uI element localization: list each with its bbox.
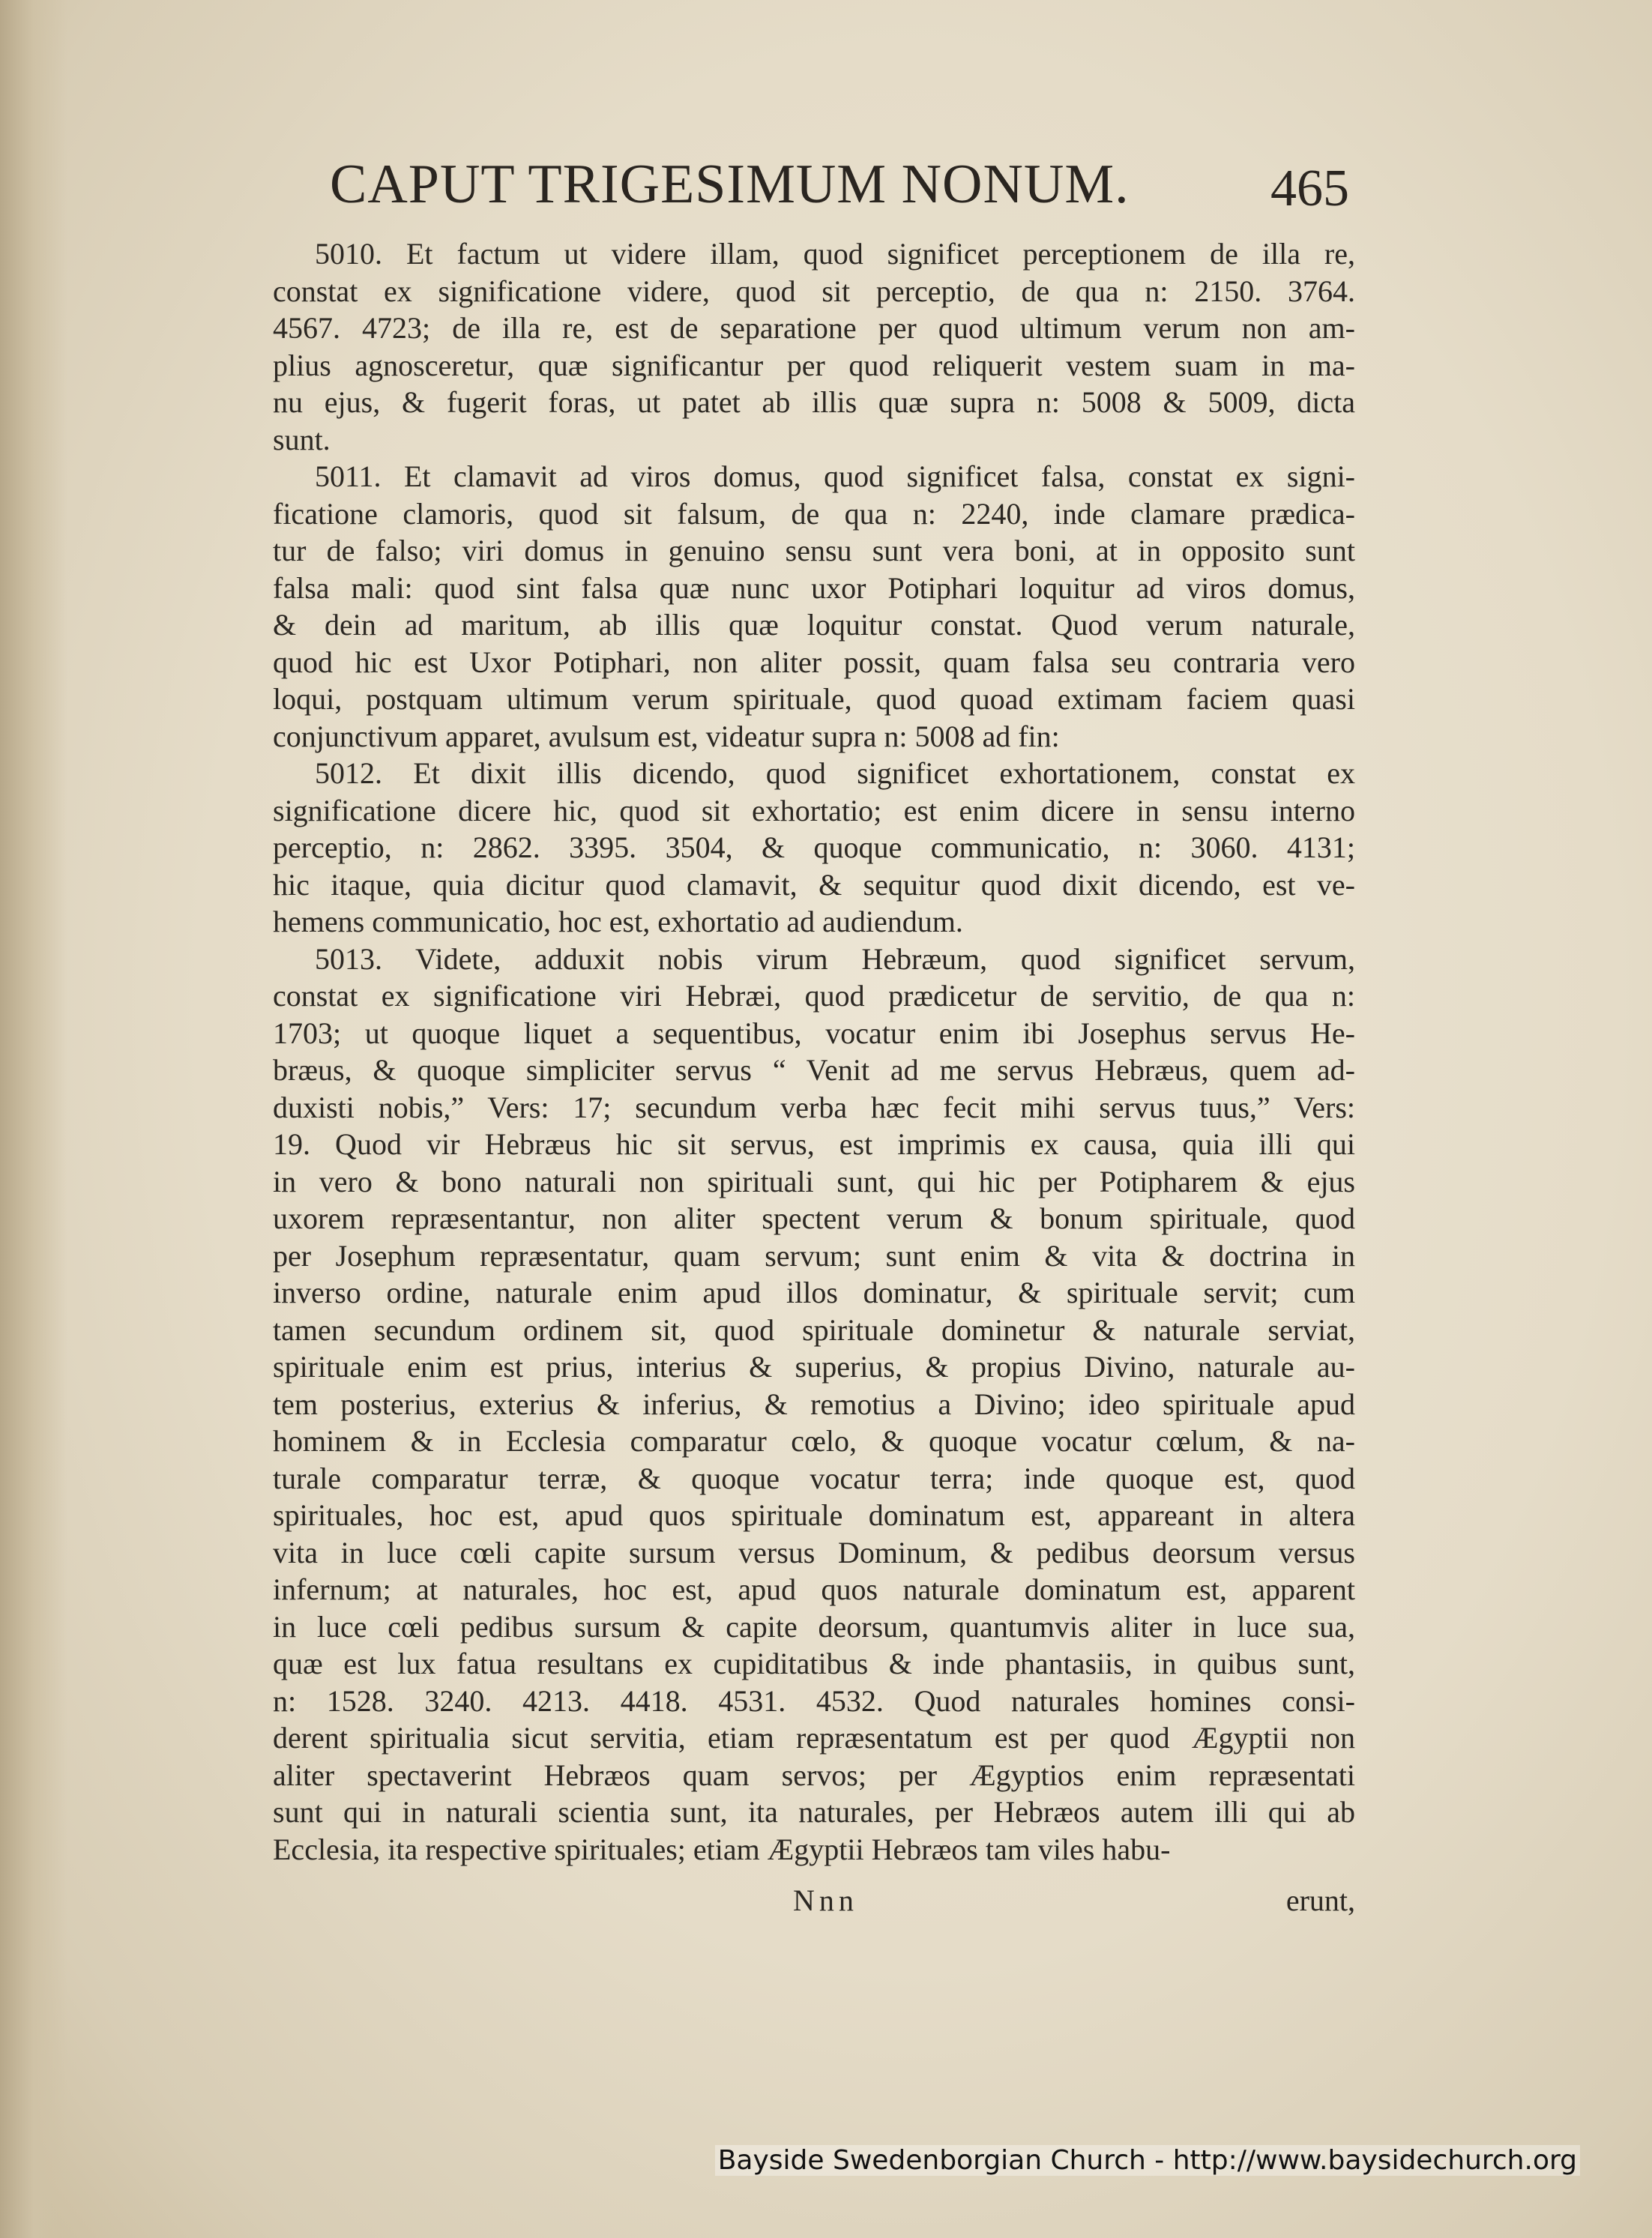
page-number: 465: [1270, 160, 1349, 217]
text-line: 5011. Et clamavit ad viros domus, quod significet falsa, constat ex signi-: [315, 459, 1355, 493]
text-line: spirituales, hoc est, apud quos spirituale dominatum est, appareant in altera: [273, 1498, 1355, 1532]
page-footer: [231, 1883, 1355, 1920]
text-line: vita in luce cœli capite sursum versus Dominum, & pedibus deorsum versus: [273, 1535, 1355, 1569]
running-title: CAPUT TRIGESIMUM NONUM.: [330, 154, 1130, 215]
text-line: constat ex significatione videre, quod sit perceptio, de qua n: 2150. 3764.: [273, 274, 1355, 308]
text-line: duxisti nobis,” Vers: 17; secundum verba hæc fecit mihi servus tuus,” Vers:: [273, 1090, 1355, 1124]
text-line: 1703; ut quoque liquet a sequentibus, vocatur enim ibi Josephus servus He-: [273, 1016, 1355, 1050]
text-line: ficatione clamoris, quod sit falsum, de qua n: 2240, inde clamare prædica-: [273, 496, 1355, 531]
text-line: loqui, postquam ultimum verum spirituale, quod quoad extimam faciem quasi: [273, 682, 1355, 716]
text-line: significatione dicere hic, quod sit exhortatio; est enim dicere in sensu interno: [273, 793, 1355, 827]
text-line: nu ejus, & fugerit foras, ut patet ab illis quæ supra n: 5008 & 5009, dicta: [273, 385, 1355, 419]
text-line: tem posterius, exterius & inferius, & remotius a Divino; ideo spirituale apud: [273, 1387, 1355, 1421]
catchword: erunt,: [1285, 1883, 1355, 1917]
text-line: aliter spectaverint Hebræos quam servos; per Ægyptios enim repræsentati: [273, 1758, 1355, 1792]
text-line: inverso ordine, naturale enim apud illos dominatur, & spirituale servit; cum: [273, 1276, 1355, 1309]
text-line: in luce cœli pedibus sursum & capite deorsum, quantumvis aliter in luce sua,: [273, 1609, 1355, 1644]
text-line: 5010. Et factum ut videre illam, quod significet perceptionem de illa re,: [315, 237, 1355, 271]
text-line: n: 1528. 3240. 4213. 4418. 4531. 4532. Quod naturales homines consi-: [273, 1683, 1355, 1718]
text-line: hominem & in Ecclesia comparatur cœlo, & quoque vocatur cœlum, & na-: [273, 1424, 1355, 1458]
text-line: 19. Quod vir Hebræus hic sit servus, est imprimis ex causa, quia illi qui: [273, 1127, 1355, 1161]
text-line: derent spiritualia sicut servitia, etiam repræsentatum est per quod Ægyptii non: [273, 1721, 1355, 1755]
text-line: 4567. 4723; de illa re, est de separatione per quod ultimum verum non am-: [273, 311, 1355, 345]
text-line: & dein ad maritum, ab illis quæ loquitur constat. Quod verum naturale,: [273, 608, 1355, 642]
text-line: quod hic est Uxor Potiphari, non aliter possit, quam falsa seu contraria vero: [273, 645, 1355, 679]
text-line: tamen secundum ordinem sit, quod spirituale dominetur & naturale serviat,: [273, 1312, 1355, 1347]
text-line: sunt.: [273, 422, 331, 456]
body-text: [231, 235, 1355, 1868]
signature-mark: Nnn: [793, 1883, 858, 1917]
text-line: sunt qui in naturali scientia sunt, ita naturales, per Hebræos autem illi qui ab: [273, 1795, 1355, 1829]
text-line: perceptio, n: 2862. 3395. 3504, & quoque communicatio, n: 3060. 4131;: [273, 830, 1355, 864]
text-line: conjunctivum apparet, avulsum est, videatur supra n: 5008 ad fin:: [273, 719, 1060, 753]
text-line: constat ex significatione viri Hebræi, quod prædicetur de servitio, de qua n:: [273, 979, 1355, 1013]
text-line: per Josephum repræsentatur, quam servum; sunt enim & vita & doctrina in: [273, 1238, 1355, 1273]
text-line: 5013. Videte, adduxit nobis virum Hebræum, quod significet servum,: [315, 941, 1355, 976]
text-line: tur de falso; viri domus in genuino sensu sunt vera boni, at in opposito sunt: [273, 534, 1355, 567]
text-line: hemens communicatio, hoc est, exhortatio ad audiendum.: [273, 905, 963, 938]
book-gutter: [0, 0, 67, 2238]
text-line: falsa mali: quod sint falsa quæ nunc uxor Potiphari loquitur ad viros domus,: [273, 570, 1355, 605]
text-line: hic itaque, quia dicitur quod clamavit, & sequitur quod dixit dicendo, est ve-: [273, 867, 1355, 902]
paragraph-3: [231, 755, 1355, 941]
text-line: uxorem repræsentantur, non aliter spectent verum & bonum spirituale, quod: [273, 1201, 1355, 1235]
text-line: plius agnosceretur, quæ significantur per quod reliquerit vestem suam in ma-: [273, 348, 1355, 382]
text-line: 5012. Et dixit illis dicendo, quod significet exhortationem, constat ex: [315, 756, 1355, 790]
text-line: infernum; at naturales, hoc est, apud quos naturale dominatum est, apparent: [273, 1572, 1355, 1606]
page-header: [330, 147, 1349, 229]
text-line: spirituale enim est prius, interius & superius, & propius Divino, naturale au-: [273, 1350, 1355, 1384]
paragraph-1: [231, 235, 1355, 458]
text-line: quæ est lux fatua resultans ex cupiditatibus & inde phantasiis, in quibus sunt,: [273, 1647, 1355, 1680]
paragraph-2: [231, 458, 1355, 755]
paragraph-4: [231, 941, 1355, 1868]
text-line: turale comparatur terræ, & quoque vocatur terra; inde quoque est, quod: [273, 1461, 1355, 1495]
text-line: bræus, & quoque simpliciter servus “ Venit ad me servus Hebræus, quem ad-: [273, 1053, 1355, 1087]
text-line: in vero & bono naturali non spirituali sunt, qui hic per Potipharem & ejus: [273, 1164, 1355, 1198]
watermark-text: Bayside Swedenborgian Church - http://www.baysidechurch.org: [715, 2145, 1580, 2176]
text-line: Ecclesia, ita respective spirituales; etiam Ægyptii Hebræos tam viles habu-: [273, 1832, 1171, 1866]
